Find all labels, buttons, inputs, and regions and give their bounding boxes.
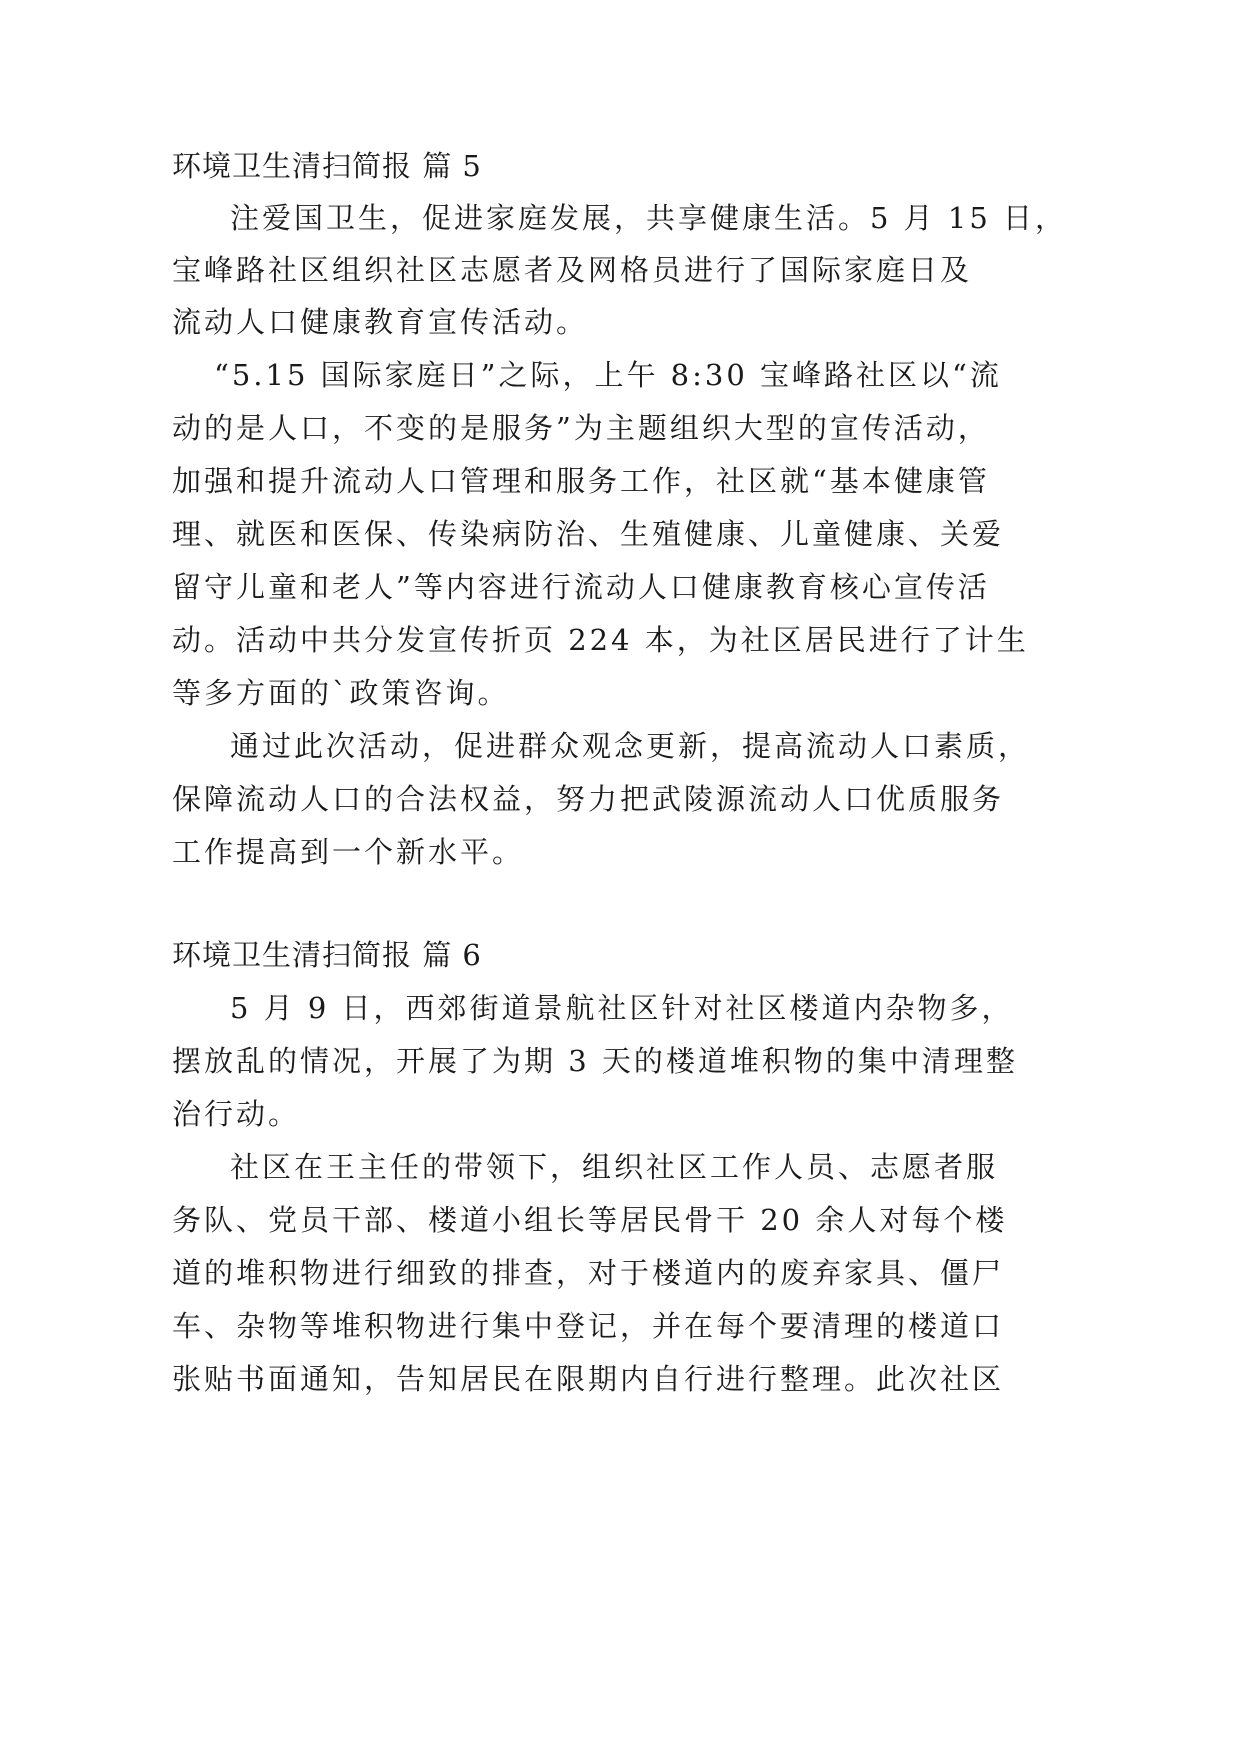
section-5-line-2: 宝峰路社区组织社区志愿者及网格员进行了国际家庭日及 (172, 253, 973, 287)
section-5-line-12: 保障流动人口的合法权益，努力把武陵源流动人口优质服务 (172, 782, 1005, 816)
section-5-line-5: 动的是人口，不变的是服务”为主题组织大型的宣传活动， (172, 411, 990, 445)
section-5-line-9: 动。活动中共分发宣传折页 224 本，为社区居民进行了计生 (172, 623, 1029, 657)
section-5-line-8: 留守儿童和老人”等内容进行流动人口健康教育核心宣传活 (172, 570, 990, 604)
section-6-line-8: 张贴书面通知，告知居民在限期内自行进行整理。此次社区 (172, 1362, 1005, 1396)
section-6-line-7: 车、杂物等堆积物进行集中登记，并在每个要清理的楼道口 (172, 1309, 1005, 1343)
section-5-line-3: 流动人口健康教育宣传活动。 (172, 305, 589, 339)
section-6-line-2: 摆放乱的情况，开展了为期 3 天的楼道堆积物的集中清理整 (172, 1044, 1018, 1078)
section-6-heading: 环境卫生清扫简报 篇 6 (172, 938, 482, 972)
section-5-heading: 环境卫生清扫简报 篇 5 (172, 149, 482, 183)
section-6-line-4: 社区在王主任的带领下，组织社区工作人员、志愿者服 (230, 1150, 999, 1184)
section-5-line-11: 通过此次活动，促进群众观念更新，提高流动人口素质， (230, 729, 1031, 763)
section-5-line-4: “5.15 国际家庭日”之际，上午 8:30 宝峰路社区以“流 (214, 358, 1002, 392)
section-5-line-13: 工作提高到一个新水平。 (172, 835, 525, 869)
section-5-line-6: 加强和提升流动人口管理和服务工作，社区就“基本健康管 (172, 464, 990, 498)
section-5-line-1: 注爱国卫生，促进家庭发展，共享健康生活。5 月 15 日， (230, 201, 1068, 235)
section-6-line-6: 道的堆积物进行细致的排查，对于楼道内的废弃家具、僵尸 (172, 1256, 1005, 1290)
section-6-line-1: 5 月 9 日，西郊街道景航社区针对社区楼道内杂物多， (230, 991, 1014, 1025)
section-6-line-5: 务队、党员干部、楼道小组长等居民骨干 20 余人对每个楼 (172, 1203, 1008, 1237)
section-6-line-3: 治行动。 (172, 1097, 301, 1131)
section-5-line-7: 理、就医和医保、传染病防治、生殖健康、儿童健康、关爱 (172, 517, 1005, 551)
section-5-line-10: 等多方面的`政策咨询。 (172, 676, 510, 710)
